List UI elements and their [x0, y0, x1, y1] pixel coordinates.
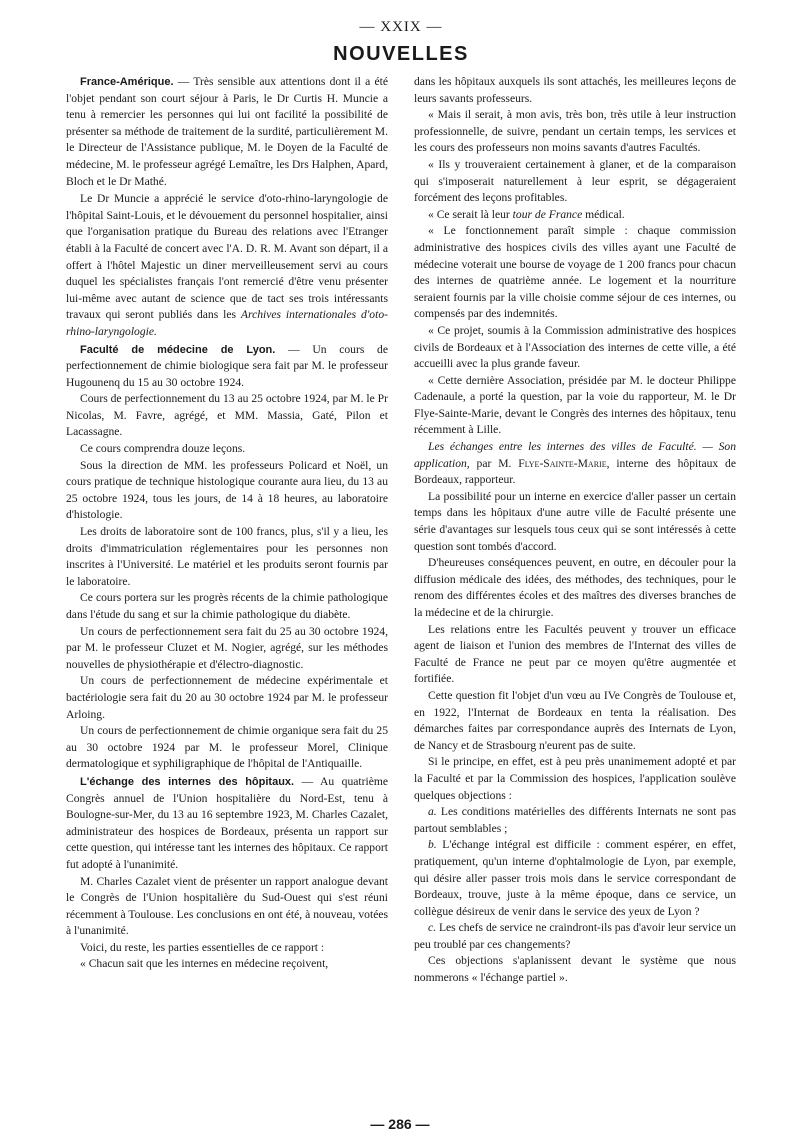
objection-letter: c.: [428, 921, 437, 935]
paragraph: Sous la direction de MM. les professeurs Policard et Noël, un cours pratique de technique histologique courante aura lieu, du 13 au 25 octobre 1924, tous les jours, de 14 à 18 heures, au laboratoire d'histologie.: [66, 458, 388, 522]
journal-title: Archives internationales d'oto-rhino-laryngologie.: [66, 308, 388, 338]
roman-folio: — XXIX —: [359, 19, 443, 35]
paragraph: Cette question fit l'objet d'un vœu au IVe Congrès de Toulouse et, en 1922, l'Internat de Bordeaux en tenta la réalisation. Des démarches faites par correspondance auprès des Internats de Lyon, de Nancy et de Strasbourg n'eurent pas de suite.: [414, 688, 736, 752]
right-column: [414, 74, 736, 987]
paragraph: Ces objections s'aplanissent devant le système que nous nommerons « l'échange partiel ».: [414, 954, 736, 985]
page-number: — 286 —: [370, 1116, 430, 1132]
paragraph-text: médical.: [582, 207, 625, 221]
objection-c: [414, 920, 736, 953]
objection-letter: b.: [428, 838, 437, 852]
run-in-heading: France-Amérique.: [80, 76, 174, 88]
paragraph-france-amerique: [66, 74, 388, 190]
paragraph: Un cours de perfectionnement de médecine expérimentale et bactériologie sera fait du 20 au 30 octobre 1924 par M. le professeur Arloing.: [66, 674, 388, 721]
paragraph: « Ce projet, soumis à la Commission administrative des hospices civils de Bordeaux et à l'Association des internes de cette ville, a été accueilli avec la plus grande faveur.: [414, 323, 736, 371]
report-title-italic: Les échanges entre les internes des villes de Faculté. — Son application,: [414, 440, 736, 470]
run-in-heading: L'échange des internes des hôpitaux.: [80, 775, 295, 788]
paragraph-text: — Très sensible aux attentions dont il a été l'objet pendant son court séjour à Paris, le Dr Curtis H. Muncie a tenu à remercier les personnes qui lui ont facilité la possibilité de présenter sa méthode de traitement de la surdité, particulièrement M. le Directeur de l'Assistance publique, M. le Doyen de la Faculté de médecine, M. le professeur agrégé Lemaître, les Drs Halphen, Apard, Bloch et le Dr Mathé.: [66, 75, 388, 188]
paragraph: La possibilité pour un interne en exercice d'aller passer un certain temps dans les hôpitaux d'une autre ville de Faculté présente une série d'avantages sur lesquels tous ceux qui se sont intéressés à cette question sont tombés d'accord.: [414, 489, 736, 553]
author-name: Flye-Sainte-Marie,: [518, 456, 610, 470]
paragraph-faculte-lyon: [66, 342, 388, 392]
paragraph: Un cours de perfectionnement de chimie organique sera fait du 25 au 30 octobre 1924 par M. le professeur Morel, Clinique dermatologique et syphiligraphique de l'hôpital de l'Antiquaille.: [66, 724, 388, 771]
objection-b: [414, 837, 736, 920]
report-title: [414, 439, 736, 489]
paragraph-text: « Ce serait là leur: [428, 207, 513, 221]
paragraph: Ce cours comprendra douze leçons.: [80, 442, 246, 456]
paragraph-text: interne des hôpitaux de Bordeaux, rapporteur.: [414, 456, 736, 487]
paragraph-text: Les conditions matérielles des différents Internats ne sont pas partout semblables ;: [414, 805, 736, 835]
paragraph: Un cours de perfectionnement sera fait du 25 au 30 octobre 1924, par M. le professeur Cluzet et M. Nogier, agrégé, sur les méthodes nouvelles de physiothérapie et d'électro-diagnostic.: [66, 624, 388, 671]
paragraph: « Le fonctionnement paraît simple : chaque commission administrative des hospices civils des villes ayant une Faculté de médecine voterait une bourse de voyage de 1 200 francs pour chacun des internes de quatrième année. Le logement et la nourriture seraient fournis par la ville choisie comme séjour de ces internes, ou compensés par des indemnités.: [414, 224, 736, 321]
paragraph: Les relations entre les Facultés peuvent y trouver un efficace agent de liaison et l'union des membres de l'Internat des villes de Faculté de France ne peut par ce moyen qu'être augmentée et fortifiée.: [414, 622, 736, 686]
objection-a: [414, 804, 736, 837]
paragraph-text: Les chefs de service ne craindront-ils pas d'avoir leur service un peu troublé par ces changements?: [414, 921, 736, 951]
run-in-heading: Faculté de médecine de Lyon.: [80, 343, 276, 356]
paragraph: Cours de perfectionnement du 13 au 25 octobre 1924, par M. le Pr Nicolas, M. Favre, agrégé, et MM. Massia, Gaté, Pilon et Lacassagne.: [66, 392, 388, 439]
paragraph: Les droits de laboratoire sont de 100 francs, plus, s'il y a lieu, les droits d'immatriculation réglementaires pour les personnes non inscrites à l'Université. Le matériel et les produits seront fournis par le laboratoire.: [66, 525, 388, 588]
paragraph-text: — Au quatrième Congrès annuel de l'Union hospitalière du Nord-Est, tenu à Boulogne-sur-Mer, du 13 au 16 septembre 1923, M. Charles Cazalet, administrateur des hospices de Bordeaux, présenta un rapport sur cette question, qui intéresse tant les internes des hôpitaux. Ce rapport fut adopté à l'unanimité.: [66, 774, 388, 871]
paragraph-text: par M.: [469, 456, 519, 470]
paragraph-text: L'échange intégral est difficile : comment espérer, en effet, pratiquement, qu'un interne d'ophtalmologie de Lyon, par exemple, qui désire aller passer trois mois dans le service correspondant de Bordeaux, trouve, juste à la même époque, dans ce service, un collègue désireux de venir dans le service des yeux de Lyon ?: [414, 838, 736, 918]
paragraph: Si le principe, en effet, est à peu près unanimement adopté et par la Faculté et par la Commission des hospices, l'application soulève quelques objections :: [414, 755, 736, 802]
paragraph: Ce cours portera sur les progrès récents de la chimie pathologique dans l'étude du sang et sur la chimie pathologique du diabète.: [66, 591, 388, 621]
paragraph: « Chacun sait que les internes en médecine reçoivent,: [80, 957, 329, 971]
paragraph: D'heureuses conséquences peuvent, en outre, en découler pour la diffusion médicale des idées, des méthodes, des techniques, pour le renom des différentes écoles et des maîtres des diverses branches de la médecine et de la chirurgie.: [414, 556, 736, 619]
paragraph: « Cette dernière Association, présidée par M. le docteur Philippe Cadenaule, a porté la question, par la voie du rapporteur, M. le Dr Flye-Sainte-Marie, devant le Congrès des internes des hôpitaux, tenu récemment à Lille.: [414, 373, 736, 437]
objection-letter: a.: [428, 805, 437, 819]
paragraph: dans les hôpitaux auxquels ils sont attachés, les meilleures leçons de leurs savants professeurs.: [414, 75, 736, 105]
paragraph-muncie: [66, 191, 388, 340]
two-column-body: [66, 74, 736, 987]
paragraph: Voici, du reste, les parties essentielles de ce rapport :: [80, 940, 325, 954]
paragraph-text: — Un cours de perfectionnement de chimie biologique sera fait par M. le professeur Hugounenq du 15 au 30 octobre 1924.: [66, 342, 388, 389]
section-title: NOUVELLES: [333, 43, 469, 65]
emphasis: tour de France: [512, 207, 583, 221]
left-column: [66, 74, 388, 987]
paragraph: « Mais il serait, à mon avis, très bon, très utile à leur instruction professionnelle, de suivre, pendant un certain temps, les services et les cours des professeurs non moins savants d'autres Facultés.: [414, 108, 736, 155]
paragraph-text: Le Dr Muncie a apprécié le service d'oto-rhino-laryngologie de l'hôpital Saint-Louis, et le dévouement du personnel hospitalier, ainsi que l'organisation pratique du Bureau des relations avec l'Etranger établi à la Faculté de concert avec l'A. D. R. M. Avant son départ, il a offert à l'hôtel Majestic un diner merveilleusement servi au cours duquel les spécialistes français l'ont remercié d'être venu présenter lui-même avec autant de science que de tact ses trois intéressants travaux qui seront publiés dans les: [66, 192, 388, 322]
paragraph: « Ils y trouveraient certainement à glaner, et de la comparaison qui s'imposerait naturellement à leur esprit, se dégageraient forcément des leçons profitables.: [414, 157, 736, 205]
paragraph-echange-internes: [66, 774, 388, 874]
paragraph: M. Charles Cazalet vient de présenter un rapport analogue devant le Congrès de l'Union hospitalière du Sud-Ouest qui s'est réuni récemment à Toulouse. Les conclusions en ont été, à nouveau, votées à l'unanimité.: [66, 874, 388, 938]
paragraph: [414, 207, 736, 224]
